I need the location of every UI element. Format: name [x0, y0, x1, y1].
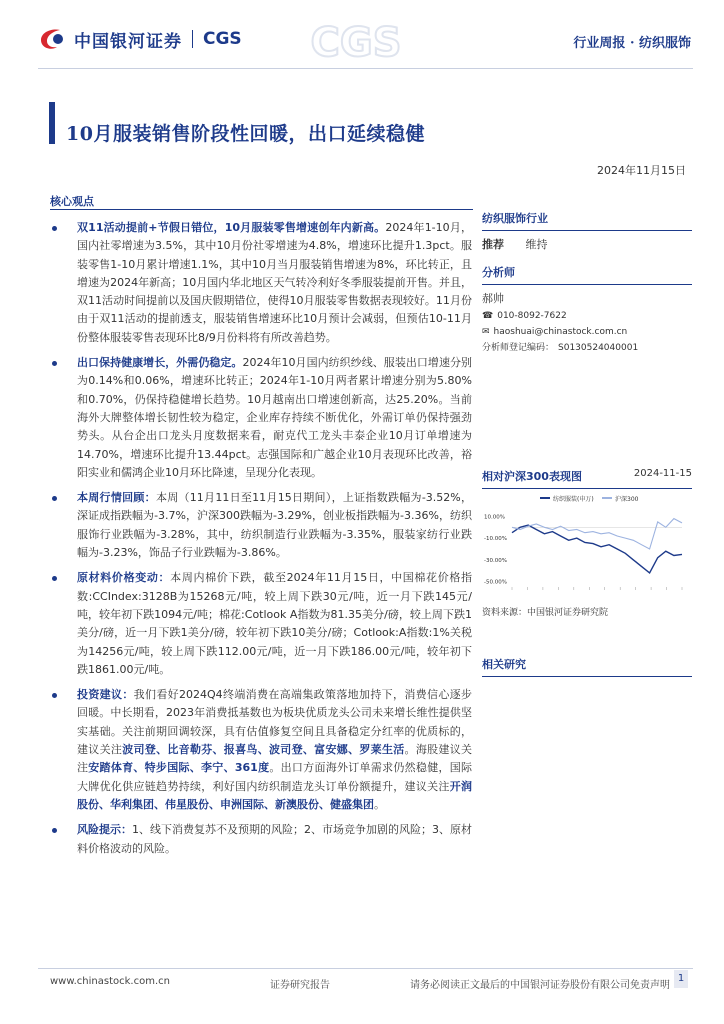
y-tick-label: -50.00%	[484, 579, 507, 586]
paragraph-text: 2024年1-10月，国内社零增速为3.5%，其中10月份社零增速为4.8%，增速环比提升1.3pct。服装零售1-10月累计增速1.1%，其中10月当月服装销售增速为8%，环比转正，且增速为2024年新高；10月国内华北地区天气转冷利好冬季服装提前开售。并且，双11活动时间提前以及国庆假期错位，使得10月服装零售数据表现较好。11月份由于双11活动的提前透支，服装销售增速环比10月预计会减弱，但预估10-11月份整体服装零售表现环比8/9月份料将有所改善趋势。	[77, 221, 472, 344]
phone-number: 010-8092-7622	[497, 311, 567, 321]
footer-divider	[38, 968, 693, 969]
mail-icon: ✉	[482, 327, 490, 337]
section-heading: 核心观点	[50, 195, 94, 208]
performance-chart-box	[482, 468, 692, 618]
paragraph-lead: 双11活动提前+节假日错位，10月服装零售增速创年内新高。	[77, 221, 386, 234]
cgs-watermark	[310, 8, 402, 70]
paragraph-text: 。	[374, 797, 385, 811]
brand-divider	[192, 30, 193, 48]
report-type: 行业周报 · 纺织服饰	[573, 36, 691, 51]
footer-center: 证券研究报告	[270, 980, 330, 991]
paragraph-lead: 本周行情回顾：	[77, 491, 156, 505]
bullet-icon	[52, 226, 57, 231]
paragraph-text: 。海股建议关注	[77, 743, 473, 775]
paragraph-risk	[50, 821, 472, 858]
page-title: 10月服装销售阶段性回暖，出口延续稳健	[66, 123, 425, 145]
paragraph-text: 。出口方面海外订单需求仍然稳健，国际大牌优化供应链趋势持续，利好国内纺织制造龙头订单份额提升，建议关注	[77, 761, 473, 793]
sidebar	[482, 210, 692, 356]
chart-date: 2024-11-15	[633, 468, 692, 479]
brand-logo	[38, 26, 242, 52]
paragraph-lead: 出口保持健康增长，外需仍稳定。	[77, 356, 243, 370]
paragraph-text: 我们看好2024Q4终端消费在高端集政策落地加持下，消费信心逐步回暖。中长期看，2023年消费抵基数也为板块优质龙头公司未来增长维性提供坚实基础。关注前期回调较深，具有估值修复空间且具备稳定分红率的优质标的，建议关注	[77, 688, 472, 757]
bullet-icon	[52, 693, 57, 698]
page-header	[0, 0, 724, 78]
paragraph-export	[50, 354, 472, 482]
phone-row	[482, 308, 692, 324]
rating-row	[482, 236, 692, 254]
cert-number: S0130524040001	[558, 343, 639, 353]
stock-highlight: 开润股份、华利集团、伟星股份、申洲国际、新澳股份、健盛集团	[77, 779, 473, 811]
paragraph-retail	[50, 219, 472, 347]
stock-highlight: 安踏体育、特步国际、李宁、361度	[88, 761, 270, 775]
brand-name-cn: 中国银河证券	[74, 31, 182, 52]
cert-label: 分析师登记编码：	[482, 343, 555, 353]
main-content	[50, 219, 472, 865]
related-research-heading: 相关研究	[482, 656, 692, 677]
paragraph-investment	[50, 686, 472, 814]
chart-source: 资料来源：中国银河证券研究院	[482, 608, 609, 618]
paragraph-text: 本周（11月11日至11月15日期间），上证指数跌幅为-3.52%，深证成指跌幅为-3.7%，沪深300跌幅为-3.29%，创业板指跌幅为-3.36%，纺织服饰行业跌幅为-3.28%，其中，纺织制造行业跌幅为-3.35%，服装家纺行业跌幅为-3.23%，饰品子行业跌幅为-3.86%。	[77, 491, 473, 560]
phone-icon: ☎	[482, 311, 494, 321]
section-divider	[50, 209, 473, 210]
logo-icon	[38, 26, 68, 52]
series-line-1	[512, 519, 682, 549]
stock-highlight: 波司登、比音勒芬、报喜鸟、波司登、富安娜、罗莱生活	[122, 743, 405, 757]
analyst-heading: 分析师	[482, 264, 692, 285]
chart-title: 相对沪深300表现图	[482, 470, 582, 483]
bullet-icon	[52, 828, 57, 833]
footer-website[interactable]: www.chinastock.com.cn	[50, 976, 170, 987]
industry-heading: 纺织服饰行业	[482, 210, 692, 231]
paragraph-lead: 风险提示：	[77, 823, 132, 837]
bullet-icon	[52, 496, 57, 501]
bullet-icon	[52, 576, 57, 581]
y-tick-label: -10.00%	[484, 536, 507, 543]
paragraph-text: 本周内棉价下跌，截至2024年11月15日，中国棉花价格指数:CCIndex:3128B为15268元/吨，较上周下跌30元/吨，近一月下跌145元/吨，较年初下跌1094元/吨；棉花:Cotlook A指数为81.35美分/磅，较上周下跌1美分/磅，近一月下跌1美分/磅，较年初下跌10美分/磅；Cotlook:A指数:1%关税为14256元/吨，较上周下跌112.00元/吨，近一月下跌186.00元/吨，较年初下跌1861.00元/吨。	[77, 571, 472, 676]
watermark-text: CGS	[310, 20, 402, 66]
header-divider	[38, 68, 693, 69]
y-tick-label: -30.00%	[484, 557, 507, 564]
paragraph-market-review	[50, 489, 472, 562]
brand-name-en: CGS	[203, 29, 242, 49]
paragraph-lead: 原材料价格变动：	[77, 571, 171, 585]
report-date: 2024年11月15日	[597, 164, 686, 177]
paragraph-text: 2024年10月国内纺织纱线、服装出口增速分别为0.14%和0.06%，增速环比转正；2024年1-10月两者累计增速分别为5.80%和0.70%，仍保持稳健增长趋势。10月越南出口增速创新高，达25.20%。当前海外大牌整体增长韧性较为稳定，企业库存持续不断优化，外需订单仍保持强劲势头。从台企出口龙头月度数据来看，耐克代工龙头丰泰企业10月订单增速为14.70%，增速环比提升13.44pct。志强国际和广越企业10月表现环比改善，裕阳实业和儒鸿企业10月环比降速，呈现分化表现。	[77, 356, 473, 479]
analyst-name: 郝帅	[482, 292, 504, 305]
footer-disclaimer: 请务必阅读正文最后的中国银河证券股份有限公司免责声明	[410, 980, 670, 991]
rating-label: 推荐	[482, 238, 504, 251]
legend-label: 纺织服装(申万)	[553, 496, 594, 503]
title-accent-bar	[49, 102, 55, 144]
paragraph-raw-material	[50, 569, 472, 679]
email-address[interactable]: haoshuai@chinastock.com.cn	[493, 327, 628, 337]
chart-header	[482, 468, 692, 489]
performance-chart	[482, 489, 692, 599]
rating-value: 维持	[525, 238, 548, 251]
legend-label: 沪深300	[615, 496, 639, 503]
page-number: 1	[674, 970, 688, 988]
email-row	[482, 324, 692, 340]
paragraph-lead: 投资建议：	[77, 688, 134, 702]
bullet-icon	[52, 361, 57, 366]
paragraph-text: 1、线下消费复苏不及预期的风险；2、市场竞争加剧的风险；3、原材料价格波动的风险。	[77, 823, 472, 855]
cert-row	[482, 340, 692, 356]
y-tick-label: 10.00%	[484, 514, 505, 521]
